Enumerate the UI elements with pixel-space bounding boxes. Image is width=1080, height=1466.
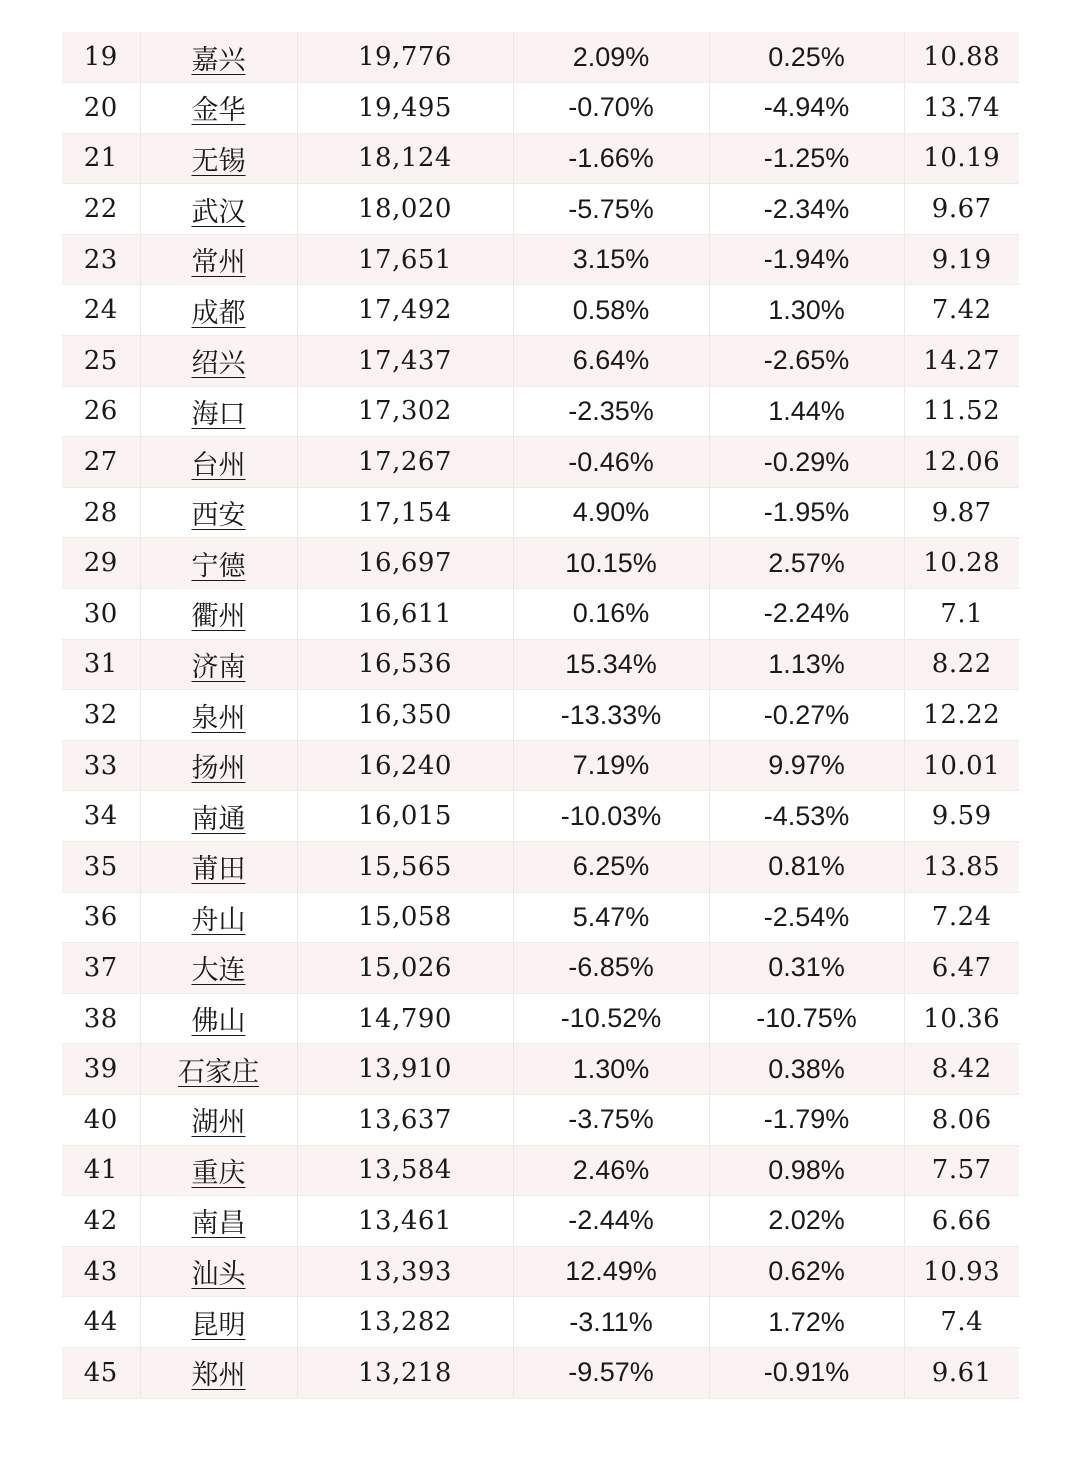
change1-cell: 2.46% (513, 1145, 709, 1196)
rank-cell: 22 (62, 184, 140, 235)
table-row (62, 740, 1019, 791)
table-row (62, 639, 1019, 690)
city-cell (140, 842, 297, 893)
city-link[interactable]: 莆田 (191, 854, 246, 886)
table-row (62, 32, 1019, 83)
city-link[interactable]: 成都 (191, 297, 246, 329)
city-cell (140, 1297, 297, 1348)
table-row (62, 842, 1019, 893)
change1-cell: 4.90% (513, 487, 709, 538)
city-link[interactable]: 衢州 (191, 601, 246, 633)
rank-cell: 30 (62, 589, 140, 640)
table-row (62, 1094, 1019, 1145)
rank-cell: 26 (62, 386, 140, 437)
value-cell: 16,536 (297, 639, 513, 690)
ratio-cell: 13.74 (904, 83, 1019, 134)
change2-cell: 0.98% (709, 1145, 904, 1196)
city-link[interactable]: 西安 (191, 500, 246, 532)
change1-cell: 0.16% (513, 589, 709, 640)
ratio-cell: 9.61 (904, 1347, 1019, 1398)
change1-cell: -6.85% (513, 943, 709, 994)
change2-cell: 0.81% (709, 842, 904, 893)
ratio-cell: 8.42 (904, 1044, 1019, 1095)
rank-cell: 27 (62, 437, 140, 488)
rank-cell: 44 (62, 1297, 140, 1348)
value-cell: 13,282 (297, 1297, 513, 1348)
city-link[interactable]: 石家庄 (178, 1056, 259, 1088)
table-row (62, 1246, 1019, 1297)
city-data-table-container (62, 32, 1019, 1399)
rank-cell: 25 (62, 336, 140, 387)
city-cell (140, 83, 297, 134)
change2-cell: 0.31% (709, 943, 904, 994)
rank-cell: 29 (62, 538, 140, 589)
rank-cell: 21 (62, 133, 140, 184)
rank-cell: 40 (62, 1094, 140, 1145)
city-cell (140, 791, 297, 842)
city-cell (140, 538, 297, 589)
change2-cell: -2.34% (709, 184, 904, 235)
table-row (62, 1145, 1019, 1196)
value-cell: 16,015 (297, 791, 513, 842)
table-row (62, 1297, 1019, 1348)
city-cell (140, 1246, 297, 1297)
value-cell: 13,461 (297, 1196, 513, 1247)
rank-cell: 28 (62, 487, 140, 538)
ratio-cell: 12.22 (904, 690, 1019, 741)
change1-cell: -10.52% (513, 993, 709, 1044)
city-link[interactable]: 重庆 (191, 1157, 246, 1189)
rank-cell: 37 (62, 943, 140, 994)
change1-cell: -2.35% (513, 386, 709, 437)
ratio-cell: 9.59 (904, 791, 1019, 842)
city-cell (140, 386, 297, 437)
change2-cell: 0.25% (709, 32, 904, 83)
change2-cell: 1.44% (709, 386, 904, 437)
value-cell: 17,154 (297, 487, 513, 538)
change1-cell: 10.15% (513, 538, 709, 589)
city-cell (140, 234, 297, 285)
city-cell (140, 1145, 297, 1196)
change2-cell: 1.13% (709, 639, 904, 690)
ratio-cell: 9.87 (904, 487, 1019, 538)
value-cell: 13,218 (297, 1347, 513, 1398)
change1-cell: 3.15% (513, 234, 709, 285)
ratio-cell: 6.66 (904, 1196, 1019, 1247)
city-link[interactable]: 绍兴 (191, 348, 246, 380)
change2-cell: -4.94% (709, 83, 904, 134)
value-cell: 18,124 (297, 133, 513, 184)
value-cell: 13,584 (297, 1145, 513, 1196)
change1-cell: -0.46% (513, 437, 709, 488)
value-cell: 19,776 (297, 32, 513, 83)
value-cell: 15,565 (297, 842, 513, 893)
change2-cell: 2.02% (709, 1196, 904, 1247)
table-row (62, 690, 1019, 741)
ratio-cell: 7.42 (904, 285, 1019, 336)
city-link[interactable]: 佛山 (191, 1006, 246, 1038)
change2-cell: -2.65% (709, 336, 904, 387)
city-data-table (62, 32, 1019, 1399)
table-row (62, 993, 1019, 1044)
ratio-cell: 8.22 (904, 639, 1019, 690)
rank-cell: 33 (62, 740, 140, 791)
city-link[interactable]: 大连 (191, 955, 246, 987)
change1-cell: -9.57% (513, 1347, 709, 1398)
city-link[interactable]: 常州 (191, 247, 246, 279)
change2-cell: 2.57% (709, 538, 904, 589)
city-cell (140, 892, 297, 943)
city-cell (140, 740, 297, 791)
city-link[interactable]: 嘉兴 (191, 44, 246, 76)
ratio-cell: 13.85 (904, 842, 1019, 893)
change2-cell: 0.38% (709, 1044, 904, 1095)
rank-cell: 35 (62, 842, 140, 893)
change1-cell: -0.70% (513, 83, 709, 134)
ratio-cell: 9.67 (904, 184, 1019, 235)
change2-cell: -0.91% (709, 1347, 904, 1398)
change2-cell: -1.95% (709, 487, 904, 538)
change1-cell: 1.30% (513, 1044, 709, 1095)
city-link[interactable]: 宁德 (191, 550, 246, 582)
ratio-cell: 10.19 (904, 133, 1019, 184)
change2-cell: -1.94% (709, 234, 904, 285)
city-cell (140, 336, 297, 387)
table-row (62, 487, 1019, 538)
value-cell: 13,637 (297, 1094, 513, 1145)
rank-cell: 41 (62, 1145, 140, 1196)
city-cell (140, 437, 297, 488)
change1-cell: 5.47% (513, 892, 709, 943)
city-cell (140, 32, 297, 83)
change1-cell: -5.75% (513, 184, 709, 235)
city-link[interactable]: 汕头 (191, 1259, 246, 1291)
table-row (62, 336, 1019, 387)
change1-cell: 12.49% (513, 1246, 709, 1297)
rank-cell: 34 (62, 791, 140, 842)
city-link[interactable]: 海口 (191, 398, 246, 430)
city-cell (140, 1094, 297, 1145)
value-cell: 13,393 (297, 1246, 513, 1297)
city-link[interactable]: 泉州 (191, 702, 246, 734)
table-row (62, 538, 1019, 589)
change2-cell: -2.54% (709, 892, 904, 943)
table-row (62, 1347, 1019, 1398)
ratio-cell: 8.06 (904, 1094, 1019, 1145)
change1-cell: -13.33% (513, 690, 709, 741)
table-row (62, 437, 1019, 488)
rank-cell: 32 (62, 690, 140, 741)
city-cell (140, 1196, 297, 1247)
table-row (62, 83, 1019, 134)
change2-cell: 9.97% (709, 740, 904, 791)
city-link[interactable]: 无锡 (191, 145, 246, 177)
change2-cell: -1.79% (709, 1094, 904, 1145)
table-body (62, 32, 1019, 1398)
rank-cell: 23 (62, 234, 140, 285)
table-row (62, 1196, 1019, 1247)
table-row (62, 589, 1019, 640)
city-cell (140, 184, 297, 235)
city-link[interactable]: 南昌 (191, 1208, 246, 1240)
city-cell (140, 943, 297, 994)
city-link[interactable]: 南通 (191, 803, 246, 835)
table-row (62, 791, 1019, 842)
city-link[interactable]: 湖州 (191, 1107, 246, 1139)
change2-cell: -0.29% (709, 437, 904, 488)
table-row (62, 285, 1019, 336)
ratio-cell: 10.36 (904, 993, 1019, 1044)
change1-cell: -3.11% (513, 1297, 709, 1348)
value-cell: 16,350 (297, 690, 513, 741)
ratio-cell: 10.93 (904, 1246, 1019, 1297)
table-row (62, 386, 1019, 437)
value-cell: 14,790 (297, 993, 513, 1044)
value-cell: 17,267 (297, 437, 513, 488)
ratio-cell: 7.57 (904, 1145, 1019, 1196)
rank-cell: 31 (62, 639, 140, 690)
rank-cell: 20 (62, 83, 140, 134)
change1-cell: 0.58% (513, 285, 709, 336)
rank-cell: 42 (62, 1196, 140, 1247)
ratio-cell: 9.19 (904, 234, 1019, 285)
change2-cell: -10.75% (709, 993, 904, 1044)
city-link[interactable]: 昆明 (191, 1309, 246, 1341)
value-cell: 15,058 (297, 892, 513, 943)
change2-cell: -0.27% (709, 690, 904, 741)
city-link[interactable]: 舟山 (191, 904, 246, 936)
change1-cell: 7.19% (513, 740, 709, 791)
value-cell: 19,495 (297, 83, 513, 134)
change2-cell: 0.62% (709, 1246, 904, 1297)
value-cell: 17,651 (297, 234, 513, 285)
table-row (62, 943, 1019, 994)
change1-cell: -1.66% (513, 133, 709, 184)
value-cell: 18,020 (297, 184, 513, 235)
city-cell (140, 1347, 297, 1398)
ratio-cell: 6.47 (904, 943, 1019, 994)
rank-cell: 24 (62, 285, 140, 336)
table-row (62, 133, 1019, 184)
city-link[interactable]: 金华 (191, 95, 246, 127)
ratio-cell: 10.01 (904, 740, 1019, 791)
rank-cell: 19 (62, 32, 140, 83)
ratio-cell: 12.06 (904, 437, 1019, 488)
table-row (62, 1044, 1019, 1095)
city-cell (140, 639, 297, 690)
value-cell: 17,492 (297, 285, 513, 336)
change2-cell: 1.72% (709, 1297, 904, 1348)
ratio-cell: 10.28 (904, 538, 1019, 589)
city-cell (140, 487, 297, 538)
table-row (62, 892, 1019, 943)
change1-cell: 6.64% (513, 336, 709, 387)
value-cell: 16,240 (297, 740, 513, 791)
city-link[interactable]: 扬州 (191, 753, 246, 785)
rank-cell: 45 (62, 1347, 140, 1398)
table-row (62, 234, 1019, 285)
ratio-cell: 10.88 (904, 32, 1019, 83)
ratio-cell: 7.1 (904, 589, 1019, 640)
rank-cell: 43 (62, 1246, 140, 1297)
city-link[interactable]: 郑州 (191, 1360, 246, 1392)
change1-cell: 15.34% (513, 639, 709, 690)
value-cell: 17,437 (297, 336, 513, 387)
rank-cell: 39 (62, 1044, 140, 1095)
change1-cell: -10.03% (513, 791, 709, 842)
city-cell (140, 1044, 297, 1095)
rank-cell: 36 (62, 892, 140, 943)
change2-cell: -4.53% (709, 791, 904, 842)
ratio-cell: 7.4 (904, 1297, 1019, 1348)
ratio-cell: 11.52 (904, 386, 1019, 437)
city-cell (140, 285, 297, 336)
ratio-cell: 7.24 (904, 892, 1019, 943)
change2-cell: -1.25% (709, 133, 904, 184)
change2-cell: -2.24% (709, 589, 904, 640)
value-cell: 16,611 (297, 589, 513, 640)
value-cell: 13,910 (297, 1044, 513, 1095)
city-link[interactable]: 济南 (191, 651, 246, 683)
table-row (62, 184, 1019, 235)
city-cell (140, 690, 297, 741)
change1-cell: 2.09% (513, 32, 709, 83)
value-cell: 15,026 (297, 943, 513, 994)
city-link[interactable]: 台州 (191, 449, 246, 481)
ratio-cell: 14.27 (904, 336, 1019, 387)
value-cell: 17,302 (297, 386, 513, 437)
change1-cell: -3.75% (513, 1094, 709, 1145)
change1-cell: -2.44% (513, 1196, 709, 1247)
city-cell (140, 589, 297, 640)
value-cell: 16,697 (297, 538, 513, 589)
change2-cell: 1.30% (709, 285, 904, 336)
change1-cell: 6.25% (513, 842, 709, 893)
city-cell (140, 993, 297, 1044)
rank-cell: 38 (62, 993, 140, 1044)
city-cell (140, 133, 297, 184)
city-link[interactable]: 武汉 (191, 196, 246, 228)
